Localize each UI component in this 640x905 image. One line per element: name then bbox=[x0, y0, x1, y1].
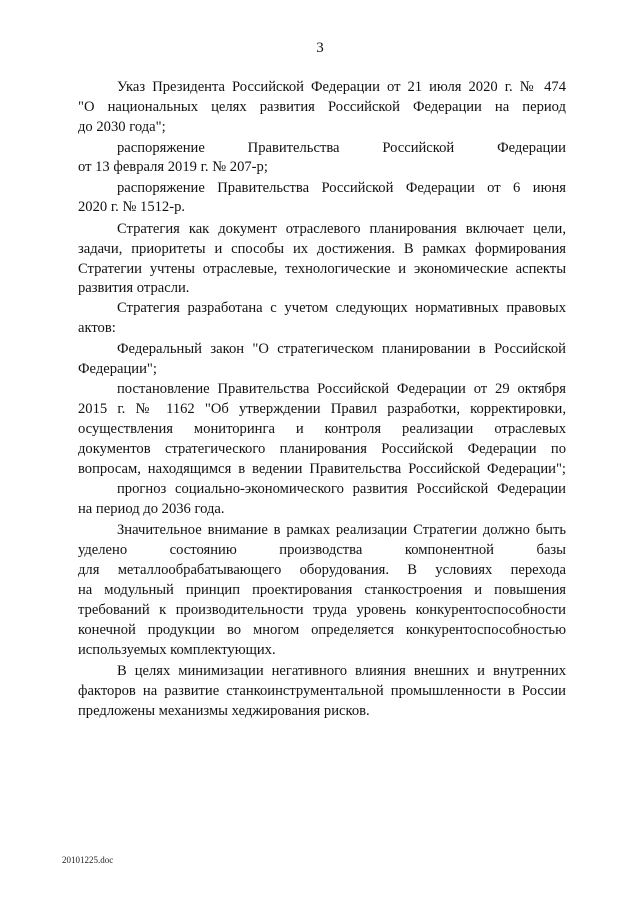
text-line: факторов на развитие станкоинструментальной промышленности в России bbox=[78, 683, 566, 699]
text-line: задачи, приоритеты и способы их достижения. В рамках формирования bbox=[78, 241, 566, 257]
text-line: В целях минимизации негативного влияния внешних и внутренних bbox=[117, 663, 566, 679]
text-line: осуществления мониторинга и контроля реализации отраслевых bbox=[78, 421, 566, 437]
text-line: на модульный принцип проектирования станкостроения и повышения bbox=[78, 582, 566, 598]
text-line: документов стратегического планирования Российской Федерации по bbox=[78, 441, 566, 457]
text-line: "О национальных целях развития Российской Федерации на период bbox=[78, 99, 566, 115]
text-line: распоряжение Правительства Российской Федерации от 6 июня bbox=[117, 180, 566, 196]
text-line: на период до 2036 года. bbox=[78, 501, 225, 517]
text-line: предложены механизмы хеджирования рисков. bbox=[78, 703, 370, 719]
text-line: прогноз социально-экономического развития Российской Федерации bbox=[117, 481, 566, 497]
text-line: Указ Президента Российской Федерации от 21 июля 2020 г. № 474 bbox=[117, 79, 566, 95]
text-line: постановление Правительства Российской Федерации от 29 октября bbox=[117, 381, 566, 397]
text-line: Стратегии учтены отраслевые, технологические и экономические аспекты bbox=[78, 261, 566, 277]
text-line: 2020 г. № 1512-р. bbox=[78, 199, 186, 215]
text-line: от 13 февраля 2019 г. № 207-р; bbox=[78, 159, 268, 175]
text-line: вопросам, находящимся в ведении Правительства Российской Федерации"; bbox=[78, 461, 566, 477]
text-line: Значительное внимание в рамках реализации Стратегии должно быть bbox=[117, 522, 566, 538]
text-line: Стратегия разработана с учетом следующих нормативных правовых bbox=[117, 300, 566, 316]
file-name-footer: 20101225.doc bbox=[62, 855, 114, 865]
text-line: Стратегия как документ отраслевого планирования включает цели, bbox=[117, 221, 566, 237]
text-line: конечной продукции во многом определяется конкурентоспособностью bbox=[78, 622, 566, 638]
page-number: 3 bbox=[316, 40, 324, 56]
text-line: до 2030 года"; bbox=[78, 119, 166, 135]
text-line: распоряжение Правительства Российской Федерации bbox=[117, 140, 566, 156]
text-line: развития отрасли. bbox=[78, 280, 190, 296]
text-line: для металлообрабатывающего оборудования. В условиях перехода bbox=[78, 562, 566, 578]
text-line: требований к производительности труда уровень конкурентоспособности bbox=[78, 602, 566, 618]
text-line: используемых комплектующих. bbox=[78, 642, 276, 658]
text-line: 2015 г. № 1162 "Об утверждении Правил разработки, корректировки, bbox=[78, 401, 566, 417]
text-line: Федеральный закон "О стратегическом планировании в Российской bbox=[117, 341, 566, 357]
text-line: Федерации"; bbox=[78, 361, 157, 377]
text-line: актов: bbox=[78, 320, 116, 336]
text-line: уделено состоянию производства компонентной базы bbox=[78, 542, 566, 558]
